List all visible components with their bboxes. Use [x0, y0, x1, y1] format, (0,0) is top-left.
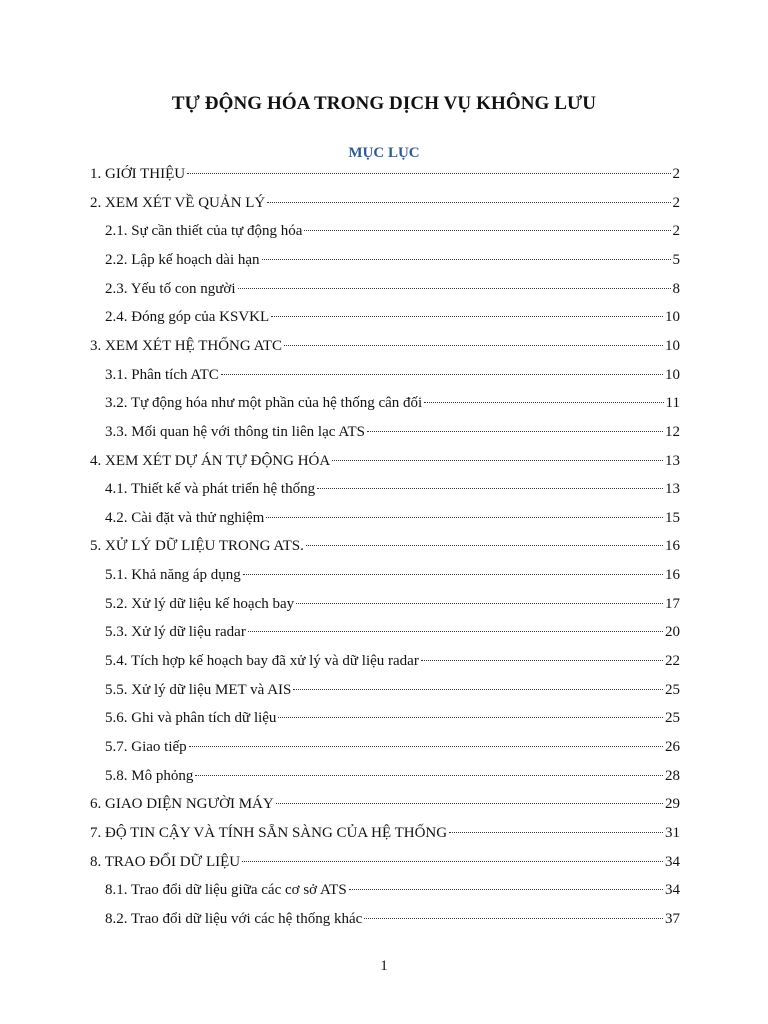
- toc-entry-title: 6. GIAO DIỆN NGƯỜI MÁY: [90, 796, 274, 813]
- toc-entry-page: 5: [672, 251, 680, 268]
- toc-entry[interactable]: [105, 277, 680, 301]
- toc-entry-page: 10: [665, 309, 680, 326]
- toc-entry[interactable]: [105, 363, 680, 387]
- toc-entry-page: 29: [665, 796, 680, 813]
- toc-dot-leader: [276, 803, 663, 804]
- toc-entry-page: 13: [665, 481, 680, 498]
- toc-entry-page: 16: [665, 538, 680, 555]
- toc-entry-title: 5.3. Xử lý dữ liệu radar: [105, 624, 246, 641]
- toc-entry-page: 26: [665, 739, 680, 755]
- toc-dot-leader: [304, 230, 670, 231]
- toc-entry-page: 28: [665, 767, 680, 784]
- toc-entry[interactable]: [105, 735, 680, 759]
- toc-dot-leader: [421, 660, 663, 661]
- toc-entry[interactable]: [90, 850, 680, 874]
- toc-entry-title: 2.1. Sự cần thiết của tự động hóa: [105, 223, 303, 240]
- toc-entry-page: 2: [672, 194, 680, 211]
- toc-dot-leader: [248, 631, 663, 632]
- toc-dot-leader: [262, 259, 671, 260]
- toc-entry-title: 5.7. Giao tiếp: [105, 739, 187, 755]
- toc-entry[interactable]: [105, 305, 680, 329]
- toc-dot-leader: [293, 689, 663, 690]
- toc-entry-page: 17: [665, 595, 680, 612]
- toc-entry[interactable]: [105, 649, 680, 673]
- toc-entry-page: 37: [665, 910, 680, 927]
- toc-entry[interactable]: [90, 162, 680, 186]
- toc-entry[interactable]: [105, 678, 680, 702]
- toc-entry-page: 2: [672, 223, 680, 240]
- toc-dot-leader: [242, 861, 663, 862]
- toc-entry-page: 31: [665, 824, 680, 841]
- toc-dot-leader: [266, 517, 663, 518]
- toc-dot-leader: [187, 173, 670, 174]
- toc-entry-page: 25: [665, 710, 680, 727]
- toc-entry-page: 22: [665, 653, 680, 670]
- toc-dot-leader: [189, 746, 663, 747]
- toc-entry[interactable]: [105, 219, 680, 243]
- toc-entry-page: 8: [672, 280, 680, 297]
- toc-dot-leader: [317, 488, 663, 489]
- toc-entry[interactable]: [105, 592, 680, 616]
- toc-entry-title: 3.2. Tự động hóa như một phần của hệ thống cân đối: [105, 395, 423, 412]
- toc-entry-page: 11: [665, 395, 680, 412]
- toc-entry-title: 2.3. Yếu tố con người: [105, 280, 236, 297]
- toc-entry[interactable]: [105, 420, 680, 444]
- toc-dot-leader: [284, 345, 663, 346]
- toc-entry[interactable]: [90, 334, 680, 358]
- toc-entry-page: 12: [665, 423, 680, 440]
- toc-dot-leader: [267, 202, 670, 203]
- toc-entry[interactable]: [105, 764, 680, 788]
- toc-entry-page: 2: [672, 166, 680, 182]
- toc-entry[interactable]: [105, 907, 680, 931]
- toc-entry[interactable]: [105, 391, 680, 415]
- toc-entry-title: 7. ĐỘ TIN CẬY VÀ TÍNH SẴN SÀNG CỦA HỆ THỐNG: [90, 824, 448, 841]
- toc-entry-page: 34: [665, 882, 680, 899]
- toc-entry-title: 3.3. Mối quan hệ với thông tin liên lạc ATS: [105, 423, 365, 440]
- toc-entry-title: 5. XỬ LÝ DỮ LIỆU TRONG ATS.: [90, 538, 304, 555]
- toc-dot-leader: [367, 431, 663, 432]
- toc-entry-title: 5.2. Xử lý dữ liệu kế hoạch bay: [105, 595, 295, 612]
- toc-entry[interactable]: [105, 706, 680, 730]
- toc-dot-leader: [449, 832, 663, 833]
- page-number: 1: [380, 958, 388, 974]
- toc-entry[interactable]: [90, 449, 680, 473]
- toc-entry-title: 5.6. Ghi và phân tích dữ liệu: [105, 710, 277, 727]
- toc-entry-title: 1. GIỚI THIỆU: [90, 166, 186, 182]
- toc-entry-page: 20: [665, 624, 680, 641]
- toc-dot-leader: [364, 918, 663, 919]
- toc-entry[interactable]: [105, 506, 680, 530]
- toc-entry-title: 5.5. Xử lý dữ liệu MET và AIS: [105, 681, 292, 698]
- toc-entry[interactable]: [90, 821, 680, 845]
- toc-dot-leader: [424, 402, 663, 403]
- toc-entry-title: 5.8. Mô phỏng: [105, 767, 194, 784]
- toc-entry-page: 25: [665, 681, 680, 698]
- toc-dot-leader: [243, 574, 663, 575]
- toc-heading: MỤC LỤC: [348, 145, 420, 161]
- toc-entry-page: 10: [665, 337, 680, 354]
- toc-entry[interactable]: [105, 477, 680, 501]
- toc-dot-leader: [296, 603, 663, 604]
- toc-entry[interactable]: [105, 563, 680, 587]
- toc-dot-leader: [221, 374, 663, 375]
- document-title: TỰ ĐỘNG HÓA TRONG DỊCH VỤ KHÔNG LƯU: [171, 93, 597, 114]
- toc-entry[interactable]: [105, 620, 680, 644]
- toc-entry-title: 4.2. Cài đặt và thử nghiệm: [105, 509, 265, 526]
- toc-entry[interactable]: [90, 534, 680, 558]
- toc-entry[interactable]: [105, 878, 680, 902]
- toc-entry-title: 2.4. Đóng góp của KSVKL: [105, 309, 270, 326]
- toc-entry[interactable]: [105, 248, 680, 272]
- toc-dot-leader: [195, 775, 663, 776]
- toc-entry-page: 34: [665, 853, 680, 870]
- toc-entry-page: 13: [665, 452, 680, 469]
- toc-entry-title: 2.2. Lập kế hoạch dài hạn: [105, 251, 260, 268]
- toc-dot-leader: [306, 545, 663, 546]
- toc-entry-title: 3.1. Phân tích ATC: [105, 366, 219, 383]
- toc-dot-leader: [238, 288, 671, 289]
- toc-entry-title: 8.1. Trao đổi dữ liệu giữa các cơ sở ATS: [105, 882, 347, 899]
- toc-entry-page: 16: [665, 567, 680, 584]
- toc-entry-title: 4. XEM XÉT DỰ ÁN TỰ ĐỘNG HÓA: [90, 452, 331, 469]
- toc-entry-title: 4.1. Thiết kế và phát triển hệ thống: [105, 481, 316, 498]
- toc-entry[interactable]: [90, 191, 680, 215]
- toc-entry-title: 8. TRAO ĐỔI DỮ LIỆU: [90, 853, 241, 870]
- toc-dot-leader: [349, 889, 663, 890]
- toc-dot-leader: [271, 316, 663, 317]
- toc-dot-leader: [332, 460, 663, 461]
- toc-entry-title: 5.1. Khả năng áp dụng: [105, 567, 241, 584]
- toc-entry-page: 10: [665, 366, 680, 383]
- toc-entry-title: 5.4. Tích hợp kế hoạch bay đã xử lý và dữ liệu radar: [105, 653, 419, 670]
- toc-entry-title: 8.2. Trao đổi dữ liệu với các hệ thống khác: [105, 910, 363, 927]
- toc-entry-page: 15: [665, 509, 680, 526]
- toc-entry-title: 3. XEM XÉT HỆ THỐNG ATC: [90, 337, 282, 354]
- toc-dot-leader: [278, 717, 663, 718]
- toc-entry-title: 2. XEM XÉT VỀ QUẢN LÝ: [90, 194, 266, 211]
- toc-entry[interactable]: [90, 792, 680, 816]
